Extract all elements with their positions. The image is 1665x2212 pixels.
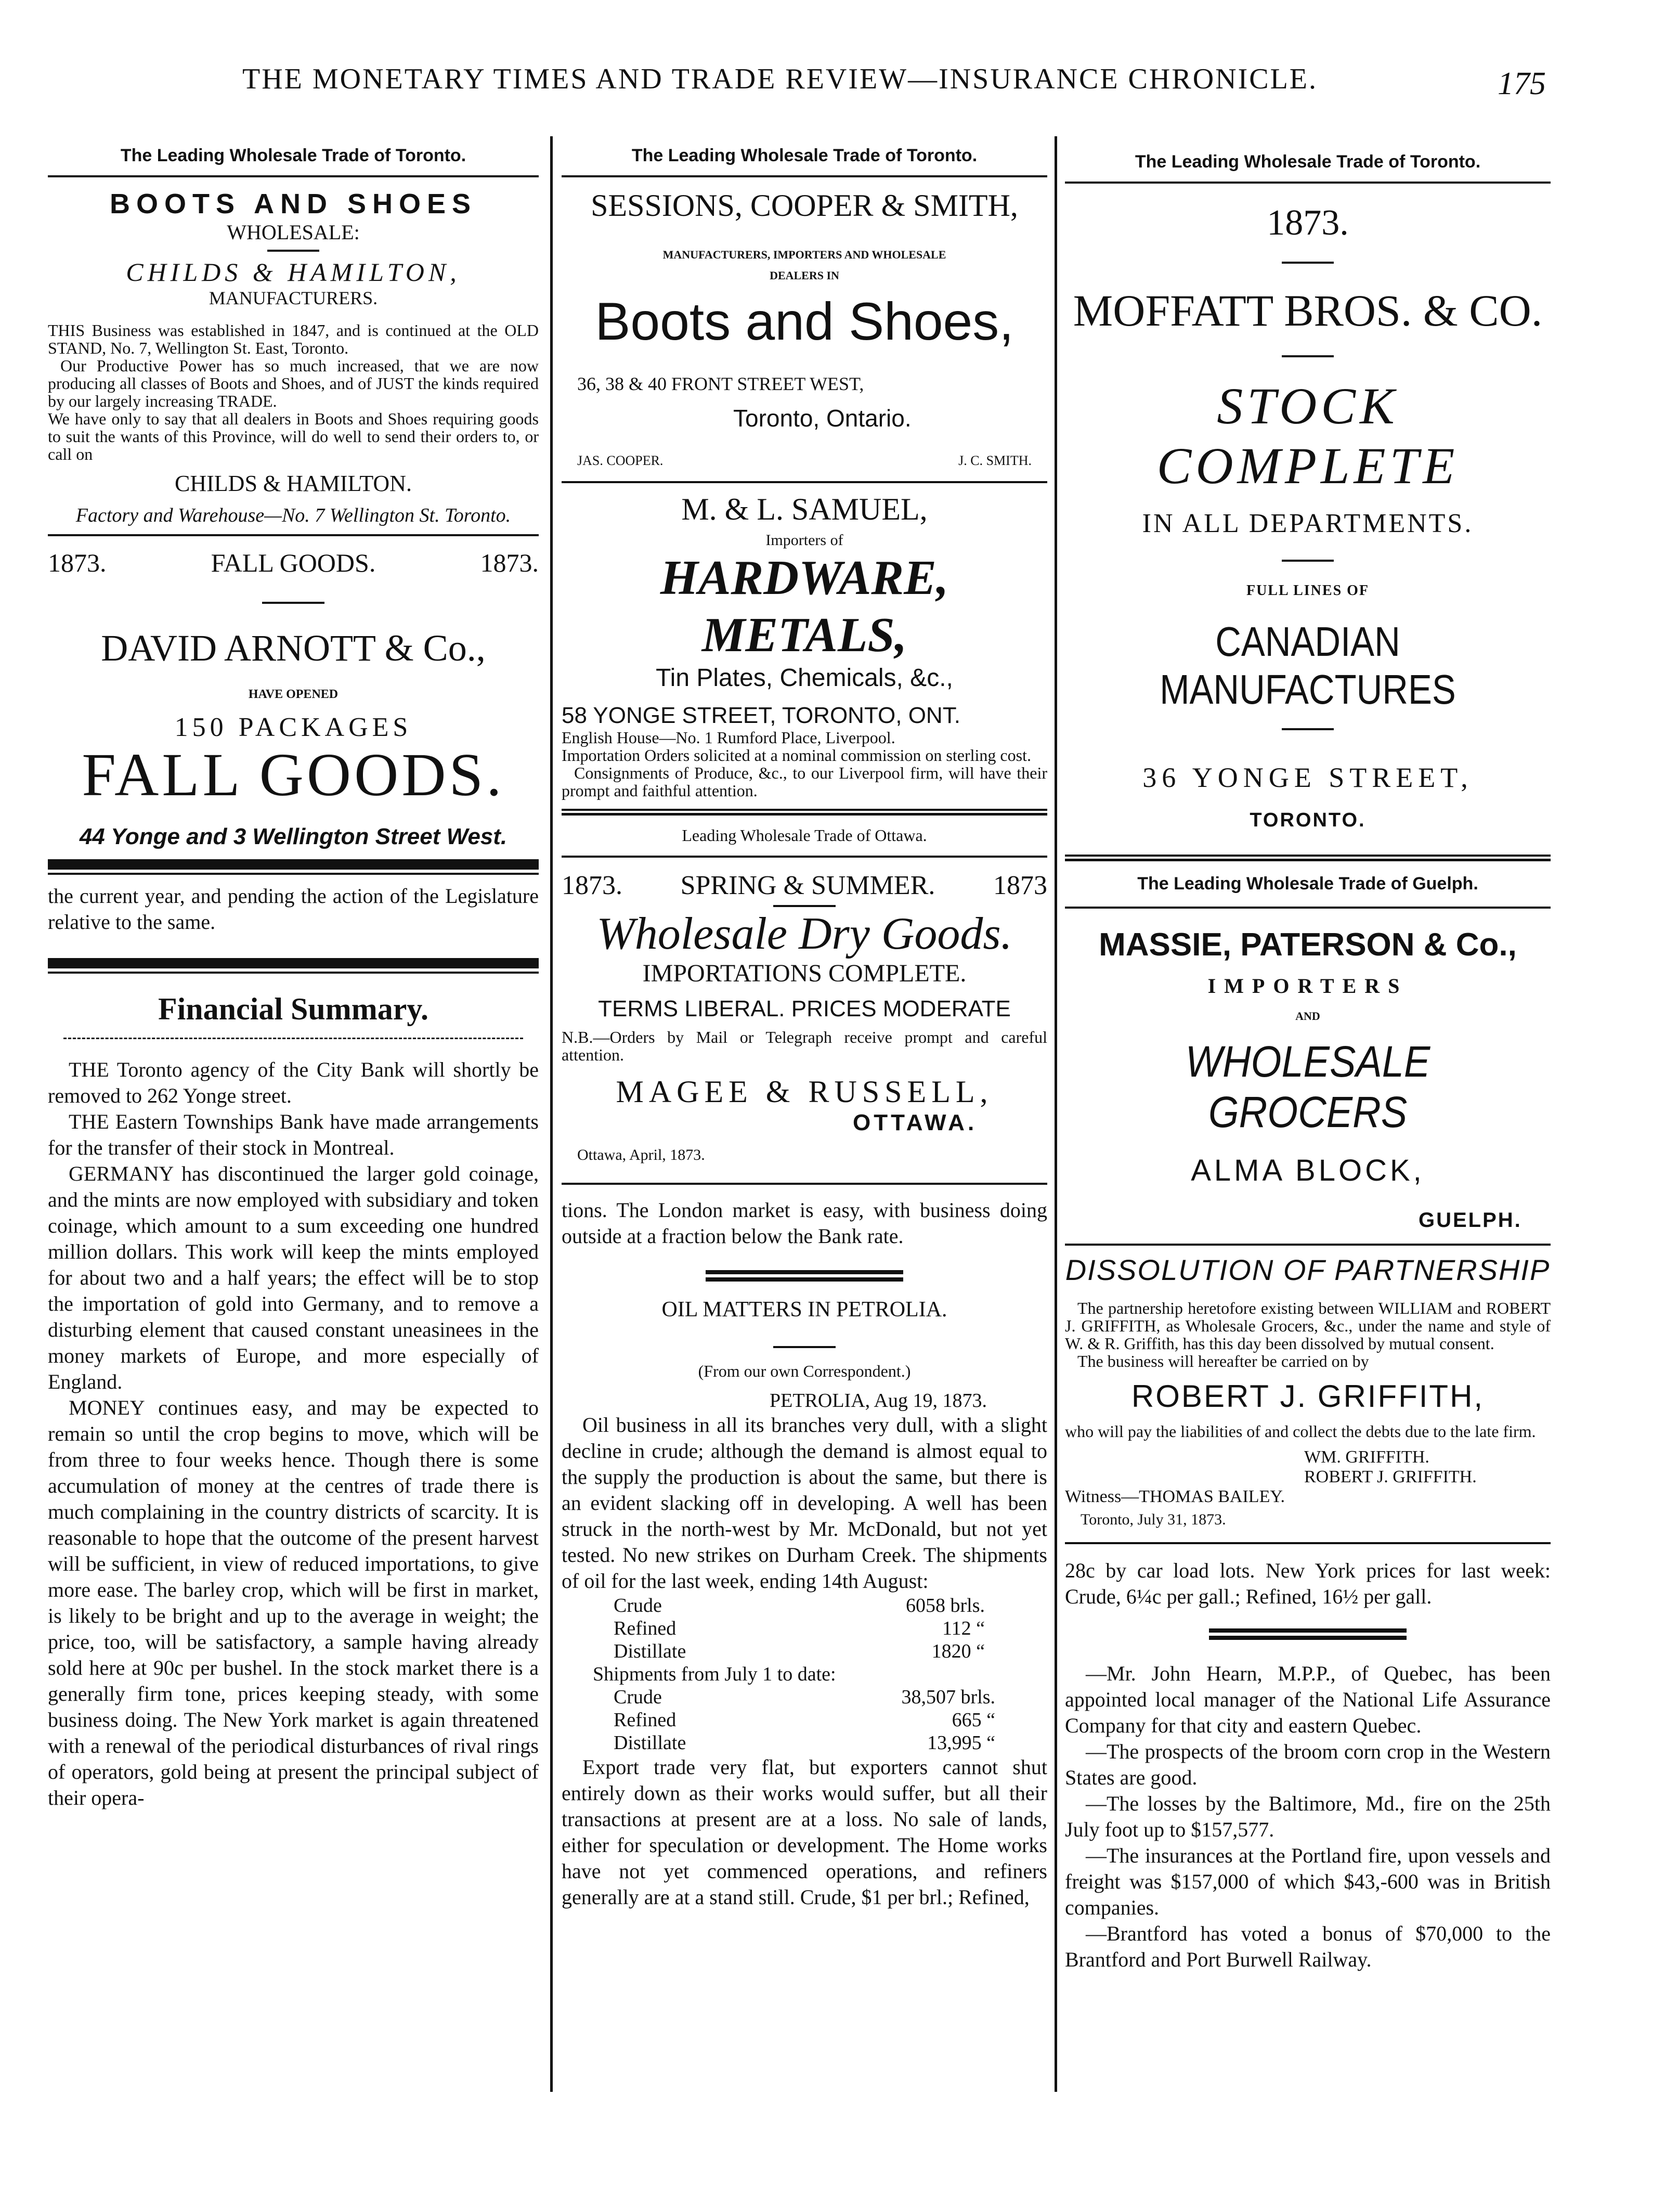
column-1 bbox=[48, 136, 539, 1811]
section-title: OIL MATTERS IN PETROLIA. bbox=[661, 1298, 947, 1322]
city: TORONTO. bbox=[1250, 809, 1366, 831]
address: ALMA BLOCK, bbox=[1191, 1154, 1425, 1187]
table-cell: 13,995 “ bbox=[927, 1732, 995, 1754]
paragraph: Oil business in all its branches very dull, with a slight decline in crude; although the demand is almost equal to the supply the production is about the same, but there is an evident slacking off in developing. A well has been struck in the north-west by Mr. McDonald, but not yet tested. No new strikes on Durham Creek. The shipments of oil for the last week, ending 14th August: bbox=[562, 1413, 1047, 1593]
shipments-table bbox=[614, 1686, 995, 1754]
year: 1873 bbox=[993, 871, 1047, 900]
divider bbox=[267, 250, 319, 252]
ad-title: BOOTS AND SHOES bbox=[109, 188, 477, 219]
ad-subtitle: IMPORTERS bbox=[1207, 974, 1408, 998]
divider bbox=[562, 856, 1047, 858]
divider bbox=[1282, 355, 1334, 357]
divider bbox=[1282, 560, 1334, 562]
paragraph: —The insurances at the Portland fire, upon vessels and freight was $157,000 of which $43,-600 was in British companies. bbox=[1065, 1844, 1551, 1919]
ad-subtitle: IN ALL DEPARTMENTS. bbox=[1142, 509, 1474, 538]
ad-body: THIS Business was established in 1847, and is continued at the OLD STAND, No. 7, Wellington St. East, Toronto. bbox=[48, 321, 539, 357]
masthead-title: THE MONETARY TIMES AND TRADE REVIEW—INSURANCE CHRONICLE. bbox=[242, 63, 1318, 95]
paragraph: —The prospects of the broom corn crop in the Western States are good. bbox=[1065, 1740, 1551, 1789]
year: 1873. bbox=[480, 548, 539, 577]
divider bbox=[1065, 855, 1551, 857]
address: 36, 38 & 40 FRONT STREET WEST, bbox=[577, 373, 864, 394]
partner-names bbox=[577, 453, 1032, 469]
big-headline: Boots and Shoes, bbox=[595, 292, 1014, 351]
packages: 150 PACKAGES bbox=[174, 713, 412, 742]
table-row bbox=[614, 1640, 985, 1663]
year: 1873. bbox=[562, 871, 622, 900]
ad-subtitle: WHOLESALE: bbox=[227, 221, 360, 244]
table-cell: 6058 brls. bbox=[906, 1595, 985, 1616]
ad-body: Importation Orders solicited at a nominal commission on sterling cost. bbox=[562, 746, 1031, 765]
address: 58 YONGE STREET, TORONTO, ONT. bbox=[562, 703, 960, 728]
firm-name: SESSIONS, COOPER & SMITH, bbox=[591, 188, 1018, 223]
table-cell: 1820 “ bbox=[931, 1640, 985, 1662]
firm-name: MASSIE, PATERSON & Co., bbox=[1099, 927, 1517, 963]
paragraph: —The losses by the Baltimore, Md., fire on the 25th July foot up to $157,577. bbox=[1065, 1792, 1551, 1841]
firm-role: MANUFACTURERS. bbox=[209, 288, 378, 308]
column-2 bbox=[562, 136, 1047, 1910]
connector: AND bbox=[1295, 1010, 1320, 1023]
divider bbox=[1065, 907, 1551, 909]
divider bbox=[1065, 182, 1551, 184]
ad-header: The Leading Wholesale Trade of Toronto. bbox=[1135, 152, 1481, 172]
divider bbox=[562, 809, 1047, 811]
table-row bbox=[614, 1617, 985, 1640]
table-cell: 38,507 brls. bbox=[901, 1686, 995, 1708]
headline: SPRING & SUMMER. bbox=[680, 871, 935, 900]
paragraph: GERMANY has discontinued the larger gold coinage, and the mints are now employed with subsidiary and token coinage, which amount to a sum exceeding one hundred million dollars. This work will keep the mints employed for about two and a half years; the effect will be to stop the importation of gold into Germany, and to remove a disturbing element that caused constant uneasinees in the money markets of Europe, and more especially of England. bbox=[48, 1162, 539, 1393]
date: Ottawa, April, 1873. bbox=[577, 1146, 705, 1163]
terms: TERMS LIBERAL. PRICES MODERATE bbox=[598, 996, 1011, 1021]
notice-body: The partnership heretofore existing between WILLIAM and ROBERT J. GRIFFITH, as Wholesale Grocers, &c., under the name and style of W. & R. Griffith, has this day been dissolved by mutual consent. bbox=[1065, 1299, 1551, 1353]
table-cell: 665 “ bbox=[952, 1709, 995, 1731]
date: Toronto, July 31, 1873. bbox=[1081, 1511, 1226, 1528]
ad-body: Consignments of Produce, &c., to our Liverpool firm, will have their prompt and faithful attention. bbox=[562, 764, 1047, 800]
column-rule bbox=[550, 136, 553, 2092]
address: 36 YONGE STREET, bbox=[1142, 762, 1473, 793]
paragraph: MONEY continues easy, and may be expected to remain so until the crop begins to move, which will be from three to four weeks hence. Though there is some accumulation of money at the centres of trade there is much complaining in the country districts of scarcity. It is reasonable to hope that the outcome of the present harvest will be sufficient, in view of reduced importations, to give more ease. The barley crop, which will be first in market, is likely to be bright and up to the average in weight; the price, too, will be satisfactory, a sample having already sold here at 90c per bushel. In the stock market there is a generally firm tone, prices keeping steady, with some business doing. The New York market is again threatened with a renewal of the periodical disturbances of rival rings of operators, gold being at present the principal subject of their opera- bbox=[48, 1396, 539, 1809]
divider bbox=[1282, 728, 1334, 730]
dateline: PETROLIA, Aug 19, 1873. bbox=[770, 1390, 987, 1412]
divider bbox=[48, 873, 539, 875]
ad-header: The Leading Wholesale Trade of Guelph. bbox=[1137, 874, 1478, 894]
table-cell: 112 “ bbox=[942, 1618, 985, 1639]
big-headline: FALL GOODS. bbox=[82, 741, 505, 809]
divider bbox=[262, 602, 324, 604]
table-row bbox=[614, 1594, 985, 1617]
table-cell: Crude bbox=[614, 1686, 662, 1708]
paragraph: —Mr. John Hearn, M.P.P., of Quebec, has been appointed local manager of the National Life Assurance Company for that city and eastern Quebec. bbox=[1065, 1662, 1551, 1737]
divider bbox=[1065, 1244, 1551, 1246]
firm-name: DAVID ARNOTT & Co., bbox=[101, 627, 486, 669]
table-cell: Distillate bbox=[614, 1732, 686, 1754]
big-headline: Wholesale Dry Goods. bbox=[596, 909, 1012, 959]
year: 1873. bbox=[48, 548, 107, 577]
signature: ROBERT J. GRIFFITH. bbox=[1304, 1467, 1477, 1486]
divider bbox=[48, 859, 539, 870]
table-row bbox=[614, 1686, 995, 1709]
headline-row bbox=[48, 548, 539, 578]
address: 44 Yonge and 3 Wellington Street West. bbox=[79, 824, 508, 849]
firm-name: M. & L. SAMUEL, bbox=[681, 492, 928, 526]
person-name: ROBERT J. GRIFFITH, bbox=[1131, 1379, 1485, 1414]
table-cell: Distillate bbox=[614, 1640, 686, 1662]
notice-body: The business will hereafter be carried on by bbox=[1077, 1352, 1369, 1370]
firm-name: CHILDS & HAMILTON, bbox=[126, 257, 461, 287]
paragraph: the current year, and pending the action of the Legislature relative to the same. bbox=[48, 884, 539, 934]
divider bbox=[562, 813, 1047, 816]
column-rule bbox=[1055, 136, 1057, 2092]
table-row bbox=[614, 1731, 995, 1754]
partner-name: JAS. COOPER. bbox=[577, 453, 664, 468]
ornament bbox=[63, 1038, 523, 1041]
table-row bbox=[614, 1709, 995, 1731]
page-number: 175 bbox=[1498, 66, 1546, 101]
table-cell: Refined bbox=[614, 1709, 677, 1731]
witness: Witness—THOMAS BAILEY. bbox=[1065, 1487, 1285, 1506]
ad-body: We have only to say that all dealers in Boots and Shoes requiring goods to suit the wants of this Province, will do well to send their orders to, or call on bbox=[48, 409, 539, 463]
firm-role: Importers of bbox=[765, 532, 843, 549]
divider bbox=[48, 958, 539, 968]
firm-name: MAGEE & RUSSELL, bbox=[616, 1075, 993, 1109]
divider bbox=[773, 905, 836, 907]
big-headline: WHOLESALE GROCERS bbox=[1185, 1037, 1430, 1136]
section-title: Financial Summary. bbox=[158, 992, 429, 1026]
divider bbox=[562, 1183, 1047, 1185]
ad-header: The Leading Wholesale Trade of Toronto. bbox=[120, 146, 466, 165]
divider bbox=[706, 1270, 903, 1274]
table-caption: Shipments from July 1 to date: bbox=[593, 1663, 836, 1685]
big-headline: CANADIAN MANUFACTURES bbox=[1160, 618, 1456, 713]
section-title: DISSOLUTION OF PARTNERSHIP bbox=[1065, 1253, 1551, 1286]
partner-name: J. C. SMITH. bbox=[958, 453, 1032, 468]
city: Toronto, Ontario. bbox=[733, 405, 912, 432]
full-lines: FULL LINES OF bbox=[1246, 583, 1370, 599]
city: OTTAWA. bbox=[853, 1110, 978, 1135]
column-3 bbox=[1065, 136, 1551, 1973]
notice-body: who will pay the liabilities of and collect the debts due to the late firm. bbox=[1065, 1422, 1536, 1441]
divider bbox=[48, 175, 539, 177]
divider bbox=[706, 1277, 903, 1282]
divider bbox=[1209, 1636, 1407, 1640]
paragraph: 28c by car load lots. New York prices for last week: Crude, 6¼c per gall.; Refined, 16½ per gall. bbox=[1065, 1559, 1551, 1608]
city: GUELPH. bbox=[1419, 1209, 1522, 1232]
firm-name: CHILDS & HAMILTON. bbox=[175, 471, 412, 496]
ad-subtitle: IMPORTATIONS COMPLETE. bbox=[642, 960, 967, 987]
big-headline: HARDWARE, METALS, bbox=[660, 551, 949, 662]
year: 1873. bbox=[1267, 203, 1349, 243]
divider bbox=[1209, 1628, 1407, 1633]
firm-name: MOFFATT BROS. & CO. bbox=[1073, 286, 1543, 335]
ad-body: Our Productive Power has so much increased, that we are now producing all classes of Boots and Shoes, and of JUST the kinds required by our largely increasing TRADE. bbox=[48, 356, 539, 410]
headline-row bbox=[562, 870, 1047, 901]
paragraph: Export trade very flat, but exporters cannot shut entirely down as their works would suffer, but all their transactions at present are at a loss. No sale of lands, either for speculation or development. The Home works have not yet commenced operations, and refiners generally are at a stand still. Crude, $1 per brl.; Refined, bbox=[562, 1755, 1047, 1909]
ad-body: N.B.—Orders by Mail or Telegraph receive prompt and careful attention. bbox=[562, 1028, 1047, 1064]
divider bbox=[562, 175, 1047, 177]
signature: WM. GRIFFITH. bbox=[1304, 1447, 1429, 1467]
ad-subtitle: Tin Plates, Chemicals, &c., bbox=[656, 664, 953, 692]
headline: FALL GOODS. bbox=[211, 548, 376, 577]
ad-subtitle: HAVE OPENED bbox=[248, 688, 339, 701]
divider bbox=[1282, 262, 1334, 264]
divider bbox=[1065, 1542, 1551, 1544]
divider bbox=[48, 972, 539, 974]
ad-body: English House—No. 1 Rumford Place, Liverpool. bbox=[562, 728, 895, 747]
firm-role: MANUFACTURERS, IMPORTERS AND WHOLESALE DEALERS IN bbox=[662, 248, 946, 282]
shipments-table bbox=[614, 1594, 985, 1663]
big-headline: STOCK COMPLETE bbox=[1156, 377, 1459, 495]
paragraph: tions. The London market is easy, with business doing outside at a fraction below the Bank rate. bbox=[562, 1198, 1047, 1248]
byline: (From our own Correspondent.) bbox=[698, 1362, 911, 1380]
table-cell: Refined bbox=[614, 1618, 677, 1639]
paragraph: THE Toronto agency of the City Bank will shortly be removed to 262 Yonge street. bbox=[48, 1058, 539, 1107]
paragraph: THE Eastern Townships Bank have made arrangements for the transfer of their stock in Montreal. bbox=[48, 1110, 539, 1159]
table-cell: Crude bbox=[614, 1595, 662, 1616]
divider bbox=[48, 534, 539, 536]
divider bbox=[562, 481, 1047, 483]
paragraph: —Brantford has voted a bonus of $70,000 to the Brantford and Port Burwell Railway. bbox=[1065, 1922, 1551, 1971]
ad-header: Leading Wholesale Trade of Ottawa. bbox=[682, 826, 927, 845]
factory-address: Factory and Warehouse—No. 7 Wellington St. Toronto. bbox=[75, 505, 511, 526]
ad-header: The Leading Wholesale Trade of Toronto. bbox=[631, 146, 978, 165]
divider bbox=[773, 1346, 836, 1348]
